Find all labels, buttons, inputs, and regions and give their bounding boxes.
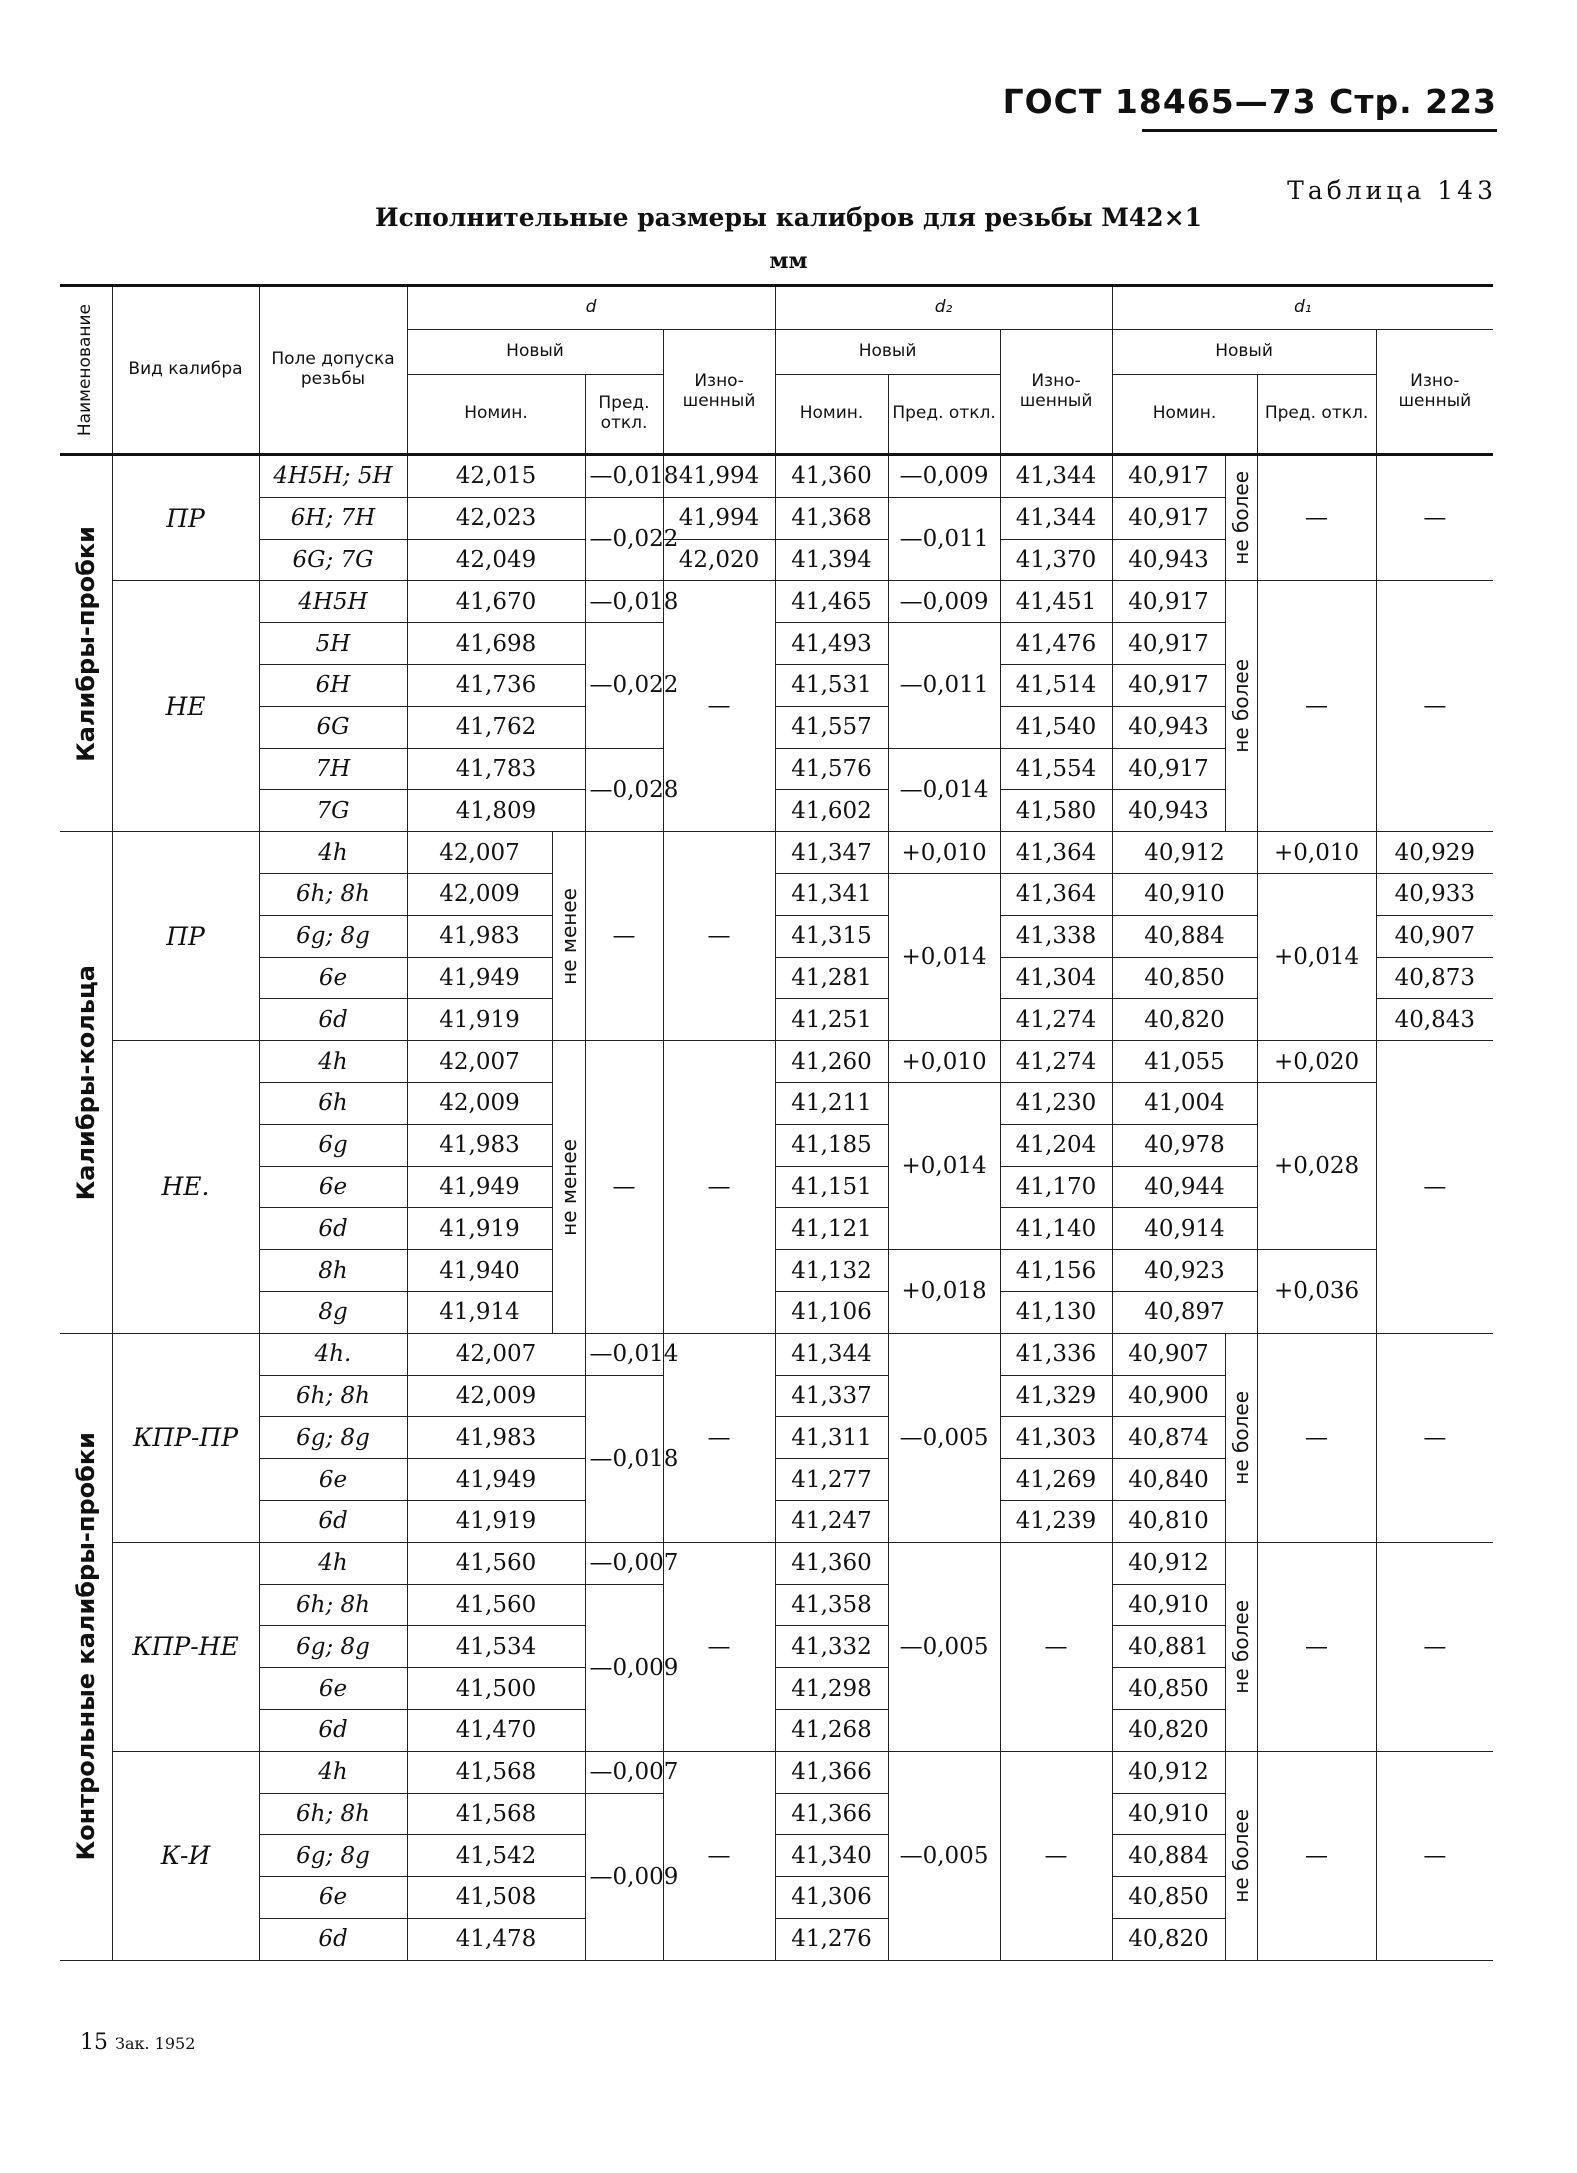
d2-dev-cell: +0,018 <box>888 1250 1000 1334</box>
d-worn-cell: — <box>663 1751 775 1960</box>
d-nom-cell: 41,919 <box>407 1500 585 1542</box>
d1-worn-cell: — <box>1376 1041 1493 1334</box>
d1-nom-cell: 40,917 <box>1112 664 1225 706</box>
d1-dev-cell: +0,014 <box>1257 873 1376 1040</box>
group-label: Контрольные калибры-пробки <box>60 1333 112 1960</box>
d-nom-header: Номин. <box>407 375 585 455</box>
d2-nom-cell: 41,260 <box>775 1041 888 1083</box>
d1-dev-cell: +0,028 <box>1257 1082 1376 1249</box>
d2-dev-header: Пред. откл. <box>888 375 1000 455</box>
tolerance-cell: 6G; 7G <box>259 539 407 581</box>
d2-worn-cell: 41,370 <box>1000 539 1112 581</box>
d2-nom-cell: 41,281 <box>775 957 888 999</box>
d2-dev-cell: —0,005 <box>888 1751 1000 1960</box>
d-worn-cell: 41,994 <box>663 497 775 539</box>
table-row <box>60 1751 1493 1793</box>
d-nom-cell: 41,470 <box>407 1709 585 1751</box>
table-row <box>60 1082 1493 1124</box>
d1-nom-cell: 40,910 <box>1112 1793 1225 1835</box>
d1-nom-cell: 40,978 <box>1112 1124 1257 1166</box>
d2-dev-cell: +0,014 <box>888 873 1000 1040</box>
d-dev-cell: —0,018 <box>585 455 663 498</box>
table-row <box>60 581 1493 623</box>
tolerance-cell: 6g; 8g <box>259 1835 407 1877</box>
d-nom-cell: 41,542 <box>407 1835 585 1877</box>
d1-worn-cell: 40,873 <box>1376 957 1493 999</box>
gauge-kind: ПР <box>112 455 259 581</box>
d2-nom-cell: 41,185 <box>775 1124 888 1166</box>
table-row <box>60 1542 1493 1584</box>
d2-dev-cell: +0,010 <box>888 832 1000 874</box>
col-kind-header: Вид калибра <box>112 286 259 455</box>
d2-nom-cell: 41,360 <box>775 455 888 498</box>
tolerance-cell: 6d <box>259 1709 407 1751</box>
d-dev-cell: —0,009 <box>585 1584 663 1751</box>
tolerance-cell: 6H; 7H <box>259 497 407 539</box>
table-row <box>60 873 1493 915</box>
d1-nom-cell: 41,004 <box>1112 1082 1257 1124</box>
gauge-kind: НЕ. <box>112 1041 259 1334</box>
d-dev-cell: —0,022 <box>585 497 663 581</box>
d-nom-cell: 41,949 <box>407 1459 585 1501</box>
d2-nom-cell: 41,366 <box>775 1793 888 1835</box>
d-worn-cell: — <box>663 1542 775 1751</box>
d1-nom-cell: 40,923 <box>1112 1250 1257 1292</box>
d-dev-cell: —0,022 <box>585 623 663 748</box>
gauge-kind: КПР-ПР <box>112 1333 259 1542</box>
d1-nom-cell: 40,912 <box>1112 1751 1225 1793</box>
d2-dev-cell: —0,009 <box>888 581 1000 623</box>
d2-worn-cell: 41,336 <box>1000 1333 1112 1375</box>
limit-note: не более <box>1225 1751 1257 1960</box>
d1-nom-cell: 40,943 <box>1112 706 1225 748</box>
gauge-kind: НЕ <box>112 581 259 832</box>
d2-dev-cell: —0,005 <box>888 1333 1000 1542</box>
d-nom-cell: 41,940 <box>407 1250 552 1292</box>
d2-nom-cell: 41,276 <box>775 1918 888 1960</box>
d-nom-cell: 41,983 <box>407 1124 552 1166</box>
d-nom-cell: 42,009 <box>407 873 552 915</box>
d1-nom-cell: 40,917 <box>1112 623 1225 665</box>
tolerance-cell: 6H <box>259 664 407 706</box>
d2-nom-cell: 41,306 <box>775 1877 888 1919</box>
tolerance-cell: 4h <box>259 832 407 874</box>
d-dev-cell: — <box>585 832 663 1041</box>
d2-worn-cell: 41,344 <box>1000 497 1112 539</box>
order-number: Зак. 1952 <box>115 2034 196 2053</box>
d1-worn-cell: — <box>1376 1542 1493 1751</box>
tolerance-cell: 6h; 8h <box>259 1793 407 1835</box>
d-nom-cell: 41,983 <box>407 1417 585 1459</box>
d-nom-cell: 41,478 <box>407 1918 585 1960</box>
d2-nom-cell: 41,531 <box>775 664 888 706</box>
d2-nom-cell: 41,337 <box>775 1375 888 1417</box>
d2-worn-cell: 41,170 <box>1000 1166 1112 1208</box>
gauge-kind: К-И <box>112 1751 259 1960</box>
d1-worn-cell: 40,907 <box>1376 915 1493 957</box>
d1-nom-cell: 40,820 <box>1112 999 1257 1041</box>
d2-worn-cell: 41,239 <box>1000 1500 1112 1542</box>
d2-nom-cell: 41,247 <box>775 1500 888 1542</box>
d1-nom-cell: 40,914 <box>1112 1208 1257 1250</box>
d1-nom-cell: 40,884 <box>1112 1835 1225 1877</box>
table-title: Исполнительные размеры калибров для резьбы M42×1 <box>374 203 1203 232</box>
d-nom-cell: 41,500 <box>407 1668 585 1710</box>
d2-nom-cell: 41,344 <box>775 1333 888 1375</box>
tolerance-cell: 7H <box>259 748 407 790</box>
d2-new-header: Новый <box>775 330 1000 375</box>
d2-nom-header: Номин. <box>775 375 888 455</box>
d1-nom-cell: 40,912 <box>1112 832 1257 874</box>
d1-dev-cell: +0,020 <box>1257 1041 1376 1083</box>
table-row <box>60 832 1493 874</box>
tolerance-cell: 6e <box>259 1668 407 1710</box>
d2-nom-cell: 41,366 <box>775 1751 888 1793</box>
d-nom-cell: 41,919 <box>407 1208 552 1250</box>
units-label: мм <box>769 248 808 274</box>
d1-nom-cell: 40,944 <box>1112 1166 1257 1208</box>
d-nom-cell: 42,007 <box>407 1041 552 1083</box>
d1-nom-cell: 40,874 <box>1112 1417 1225 1459</box>
d2-worn-cell: 41,304 <box>1000 957 1112 999</box>
d-dev-cell: —0,018 <box>585 1375 663 1542</box>
d2-dev-cell: —0,011 <box>888 497 1000 581</box>
d1-nom-cell: 40,820 <box>1112 1709 1225 1751</box>
d1-worn-cell: 40,933 <box>1376 873 1493 915</box>
d2-nom-cell: 41,211 <box>775 1082 888 1124</box>
tolerance-cell: 6g; 8g <box>259 915 407 957</box>
d-nom-cell: 41,560 <box>407 1584 585 1626</box>
d2-dev-cell: —0,014 <box>888 748 1000 832</box>
d-nom-cell: 41,983 <box>407 915 552 957</box>
d2-nom-cell: 41,360 <box>775 1542 888 1584</box>
col-d2-header: d₂ <box>775 286 1112 330</box>
d1-worn-cell: 40,929 <box>1376 832 1493 874</box>
d2-dev-cell: —0,009 <box>888 455 1000 498</box>
tolerance-cell: 6g; 8g <box>259 1626 407 1668</box>
d1-nom-cell: 40,884 <box>1112 915 1257 957</box>
d1-worn-cell: 40,843 <box>1376 999 1493 1041</box>
d2-nom-cell: 41,151 <box>775 1166 888 1208</box>
tolerance-cell: 4H5H <box>259 581 407 623</box>
d1-worn-cell: — <box>1376 581 1493 832</box>
gauge-kind: КПР-НЕ <box>112 1542 259 1751</box>
tolerance-cell: 6g <box>259 1124 407 1166</box>
d-nom-cell: 41,698 <box>407 623 585 665</box>
d1-nom-cell: 40,897 <box>1112 1291 1257 1333</box>
d-worn-cell: 41,994 <box>663 455 775 498</box>
d2-nom-cell: 41,268 <box>775 1709 888 1751</box>
d-worn-cell: — <box>663 832 775 1041</box>
d-dev-cell: — <box>585 1041 663 1334</box>
d1-nom-cell: 40,907 <box>1112 1333 1225 1375</box>
limit-note: не более <box>1225 1542 1257 1751</box>
d2-nom-cell: 41,132 <box>775 1250 888 1292</box>
group-label: Калибры-кольца <box>60 832 112 1334</box>
d-nom-cell: 41,914 <box>407 1291 552 1333</box>
d2-nom-cell: 41,340 <box>775 1835 888 1877</box>
d-dev-cell: —0,028 <box>585 748 663 832</box>
d2-worn-cell: 41,130 <box>1000 1291 1112 1333</box>
d1-worn-cell: — <box>1376 455 1493 581</box>
d2-worn-cell: 41,344 <box>1000 455 1112 498</box>
tolerance-cell: 6d <box>259 1500 407 1542</box>
d-nom-cell: 41,534 <box>407 1626 585 1668</box>
d2-nom-cell: 41,311 <box>775 1417 888 1459</box>
tolerance-cell: 8g <box>259 1291 407 1333</box>
d2-nom-cell: 41,298 <box>775 1668 888 1710</box>
tolerance-cell: 7G <box>259 790 407 832</box>
d-nom-cell: 41,762 <box>407 706 585 748</box>
d-nom-cell: 41,568 <box>407 1793 585 1835</box>
page-header <box>1003 82 1497 132</box>
tolerance-cell: 4h <box>259 1542 407 1584</box>
limit-note: не менее <box>552 1041 585 1334</box>
d2-worn-cell: 41,364 <box>1000 873 1112 915</box>
tolerance-cell: 4h <box>259 1751 407 1793</box>
d1-nom-cell: 40,820 <box>1112 1918 1225 1960</box>
d2-nom-cell: 41,341 <box>775 873 888 915</box>
d1-nom-header: Номин. <box>1112 375 1257 455</box>
d-nom-cell: 42,009 <box>407 1082 552 1124</box>
tolerance-cell: 4H5H; 5H <box>259 455 407 498</box>
d1-dev-cell: — <box>1257 581 1376 832</box>
d-dev-header: Пред. откл. <box>585 375 663 455</box>
col-tolerance-header: Поле допуска резьбы <box>259 286 407 455</box>
d-nom-cell: 42,015 <box>407 455 585 498</box>
d2-worn-cell: — <box>1000 1751 1112 1960</box>
d-nom-cell: 41,949 <box>407 957 552 999</box>
d1-nom-cell: 40,910 <box>1112 1584 1225 1626</box>
col-d1-header: d₁ <box>1112 286 1493 330</box>
d2-worn-cell: 41,514 <box>1000 664 1112 706</box>
d1-dev-cell: — <box>1257 1751 1376 1960</box>
d-nom-cell: 41,919 <box>407 999 552 1041</box>
d-worn-cell: — <box>663 1333 775 1542</box>
d-nom-cell: 41,736 <box>407 664 585 706</box>
table-row <box>60 1041 1493 1083</box>
d2-worn-cell: 41,269 <box>1000 1459 1112 1501</box>
d1-nom-cell: 40,912 <box>1112 1542 1225 1584</box>
limit-note: не более <box>1225 1333 1257 1542</box>
d2-worn-cell: 41,204 <box>1000 1124 1112 1166</box>
tolerance-cell: 5H <box>259 623 407 665</box>
col-d-header: d <box>407 286 775 330</box>
d1-nom-cell: 41,055 <box>1112 1041 1257 1083</box>
tolerance-cell: 6d <box>259 999 407 1041</box>
d-nom-cell: 42,009 <box>407 1375 585 1417</box>
d1-dev-cell: — <box>1257 1542 1376 1751</box>
d1-nom-cell: 40,910 <box>1112 873 1257 915</box>
table-row <box>60 1250 1493 1292</box>
d1-nom-cell: 40,900 <box>1112 1375 1225 1417</box>
d2-nom-cell: 41,332 <box>775 1626 888 1668</box>
d-nom-cell: 41,560 <box>407 1542 585 1584</box>
tolerance-cell: 4h <box>259 1041 407 1083</box>
d1-worn-cell: — <box>1376 1333 1493 1542</box>
d-worn-cell: — <box>663 581 775 832</box>
d2-dev-cell: +0,014 <box>888 1082 1000 1249</box>
d2-worn-cell: 41,329 <box>1000 1375 1112 1417</box>
d1-worn-header: Изно- шенный <box>1376 330 1493 455</box>
d1-nom-cell: 40,881 <box>1112 1626 1225 1668</box>
d1-nom-cell: 40,850 <box>1112 1668 1225 1710</box>
d2-nom-cell: 41,251 <box>775 999 888 1041</box>
d2-worn-cell: 41,554 <box>1000 748 1112 790</box>
page-footer <box>80 2030 195 2055</box>
d2-nom-cell: 41,358 <box>775 1584 888 1626</box>
d2-nom-cell: 41,576 <box>775 748 888 790</box>
table-number: Таблица 143 <box>1287 176 1497 205</box>
gauge-kind: ПР <box>112 832 259 1041</box>
d2-dev-cell: —0,005 <box>888 1542 1000 1751</box>
d2-nom-cell: 41,557 <box>775 706 888 748</box>
d1-dev-cell: +0,036 <box>1257 1250 1376 1334</box>
d2-nom-cell: 41,347 <box>775 832 888 874</box>
d1-worn-cell: — <box>1376 1751 1493 1960</box>
d1-nom-cell: 40,810 <box>1112 1500 1225 1542</box>
d1-nom-cell: 40,850 <box>1112 957 1257 999</box>
d2-nom-cell: 41,394 <box>775 539 888 581</box>
d1-nom-cell: 40,917 <box>1112 455 1225 498</box>
d-nom-cell: 42,007 <box>407 832 552 874</box>
d-nom-cell: 42,007 <box>407 1333 585 1375</box>
header-rule <box>1142 129 1497 132</box>
d2-nom-cell: 41,465 <box>775 581 888 623</box>
d1-dev-header: Пред. откл. <box>1257 375 1376 455</box>
table-row <box>60 1333 1493 1375</box>
d-nom-cell: 41,568 <box>407 1751 585 1793</box>
tolerance-cell: 8h <box>259 1250 407 1292</box>
d-dev-cell: —0,007 <box>585 1542 663 1584</box>
d1-nom-cell: 40,850 <box>1112 1877 1225 1919</box>
col-name-header: Наименование <box>60 286 112 455</box>
tolerance-cell: 6e <box>259 1877 407 1919</box>
d-nom-cell: 41,949 <box>407 1166 552 1208</box>
d2-nom-cell: 41,602 <box>775 790 888 832</box>
d2-worn-cell: 41,140 <box>1000 1208 1112 1250</box>
tolerance-cell: 6e <box>259 1459 407 1501</box>
tolerance-cell: 6h; 8h <box>259 1375 407 1417</box>
d2-worn-cell: 41,451 <box>1000 581 1112 623</box>
d-worn-cell: 42,020 <box>663 539 775 581</box>
d1-nom-cell: 40,943 <box>1112 539 1225 581</box>
d2-worn-cell: — <box>1000 1542 1112 1751</box>
limit-note: не более <box>1225 581 1257 832</box>
d-dev-cell: —0,009 <box>585 1793 663 1960</box>
d1-dev-cell: — <box>1257 455 1376 581</box>
tolerance-cell: 6e <box>259 1166 407 1208</box>
standard-page-label: ГОСТ 18465—73 Стр. 223 <box>1002 82 1497 121</box>
d1-dev-cell: +0,010 <box>1257 832 1376 874</box>
d2-nom-cell: 41,277 <box>775 1459 888 1501</box>
d1-dev-cell: — <box>1257 1333 1376 1542</box>
d2-worn-cell: 41,274 <box>1000 999 1112 1041</box>
d2-dev-cell: —0,011 <box>888 623 1000 748</box>
d2-dev-cell: +0,010 <box>888 1041 1000 1083</box>
d2-nom-cell: 41,493 <box>775 623 888 665</box>
d-nom-cell: 42,023 <box>407 497 585 539</box>
tolerance-cell: 6h <box>259 1082 407 1124</box>
d1-nom-cell: 40,943 <box>1112 790 1225 832</box>
d-dev-cell: —0,014 <box>585 1333 663 1375</box>
d-worn-cell: — <box>663 1041 775 1334</box>
d2-worn-cell: 41,580 <box>1000 790 1112 832</box>
tolerance-cell: 6e <box>259 957 407 999</box>
group-label: Калибры-пробки <box>60 455 112 832</box>
d2-worn-cell: 41,540 <box>1000 706 1112 748</box>
tolerance-cell: 6G <box>259 706 407 748</box>
d-dev-cell: —0,007 <box>585 1751 663 1793</box>
d1-nom-cell: 40,917 <box>1112 581 1225 623</box>
d1-nom-cell: 40,917 <box>1112 497 1225 539</box>
d-nom-cell: 41,670 <box>407 581 585 623</box>
d2-worn-header: Изно- шенный <box>1000 330 1112 455</box>
limit-note: не более <box>1225 455 1257 581</box>
limit-note: не менее <box>552 832 585 1041</box>
tolerance-cell: 6h; 8h <box>259 1584 407 1626</box>
d2-nom-cell: 41,106 <box>775 1291 888 1333</box>
d2-nom-cell: 41,368 <box>775 497 888 539</box>
d-dev-cell: —0,018 <box>585 581 663 623</box>
tolerance-cell: 6d <box>259 1208 407 1250</box>
d2-nom-cell: 41,315 <box>775 915 888 957</box>
d2-nom-cell: 41,121 <box>775 1208 888 1250</box>
tolerance-cell: 4h. <box>259 1333 407 1375</box>
d1-nom-cell: 40,840 <box>1112 1459 1225 1501</box>
page-number: 15 <box>80 2030 108 2055</box>
d2-worn-cell: 41,364 <box>1000 832 1112 874</box>
d-worn-header: Изно- шенный <box>663 330 775 455</box>
d2-worn-cell: 41,274 <box>1000 1041 1112 1083</box>
tolerance-cell: 6d <box>259 1918 407 1960</box>
tolerance-cell: 6g; 8g <box>259 1417 407 1459</box>
table-row <box>60 455 1493 498</box>
d-nom-cell: 42,049 <box>407 539 585 581</box>
d-nom-cell: 41,783 <box>407 748 585 790</box>
d2-worn-cell: 41,338 <box>1000 915 1112 957</box>
gauge-dimensions-table <box>60 284 1493 1961</box>
d-new-header: Новый <box>407 330 663 375</box>
d1-nom-cell: 40,917 <box>1112 748 1225 790</box>
d2-worn-cell: 41,230 <box>1000 1082 1112 1124</box>
d2-worn-cell: 41,476 <box>1000 623 1112 665</box>
d-nom-cell: 41,508 <box>407 1877 585 1919</box>
tolerance-cell: 6h; 8h <box>259 873 407 915</box>
d2-worn-cell: 41,156 <box>1000 1250 1112 1292</box>
d2-worn-cell: 41,303 <box>1000 1417 1112 1459</box>
d-nom-cell: 41,809 <box>407 790 585 832</box>
d1-new-header: Новый <box>1112 330 1376 375</box>
